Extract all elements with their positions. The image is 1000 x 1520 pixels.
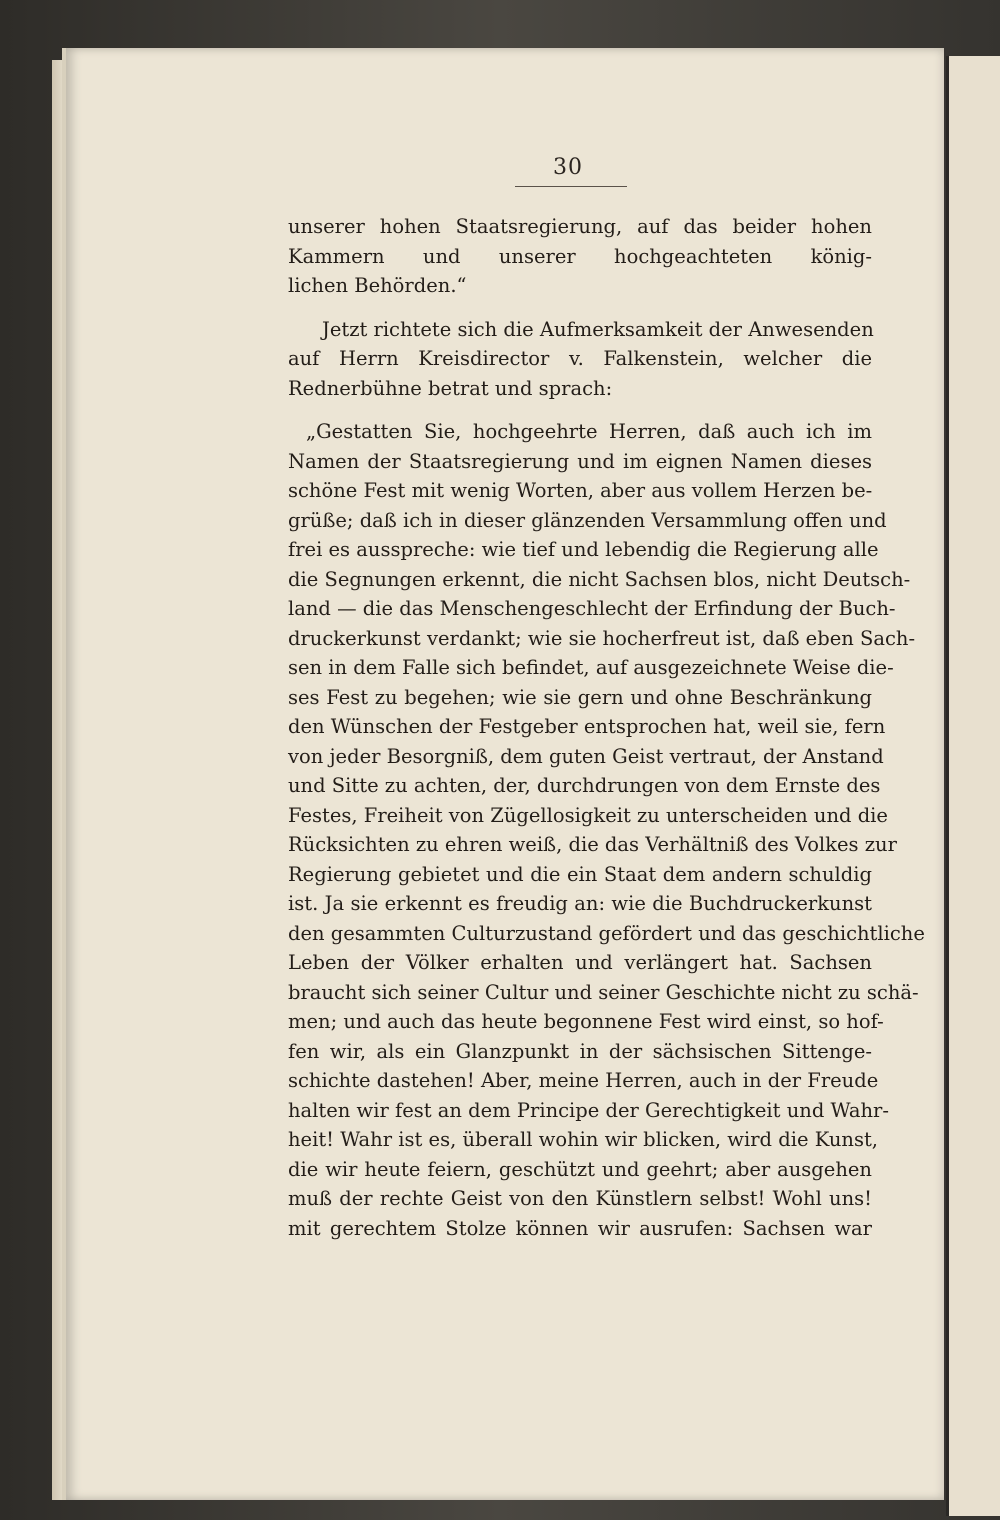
text-line: die wir heute feiern, geschützt und geehrt; aber ausgehen bbox=[288, 1157, 872, 1181]
text-line: braucht sich seiner Cultur und seiner Geschichte nicht zu schä- bbox=[288, 980, 919, 1004]
text-line: ist. Ja sie erkennt es freudig an: wie die Buchdruckerkunst bbox=[288, 892, 872, 915]
text-line: Leben der Völker erhalten und verlängert hat. Sachsen bbox=[288, 951, 872, 974]
text-line: und Sitte zu achten, der, durchdrungen von dem Ernste des bbox=[288, 774, 881, 797]
text-line: Rücksichten zu ehren weiß, die das Verhältniß des Volkes zur bbox=[288, 833, 897, 856]
text-line: den Wünschen der Festgeber entsprochen hat, weil sie, fern bbox=[288, 715, 886, 738]
text-line: den gesammten Culturzustand gefördert und das geschichtliche bbox=[288, 921, 925, 945]
text-line: auf Herrn Kreisdirector v. Falkenstein, welcher die bbox=[288, 347, 872, 370]
text-line: von jeder Besorgniß, dem guten Geist vertraut, der Anstand bbox=[288, 744, 884, 768]
text-line: heit! Wahr ist es, überall wohin wir blicken, wird die Kunst, bbox=[288, 1128, 878, 1151]
text-line: Jetzt richtete sich die Aufmerksamkeit der Anwesenden bbox=[322, 317, 874, 341]
text-line: mit gerechtem Stolze können wir ausrufen: Sachsen war bbox=[288, 1216, 872, 1240]
text-line: muß der rechte Geist von den Künstlern selbst! Wohl uns! bbox=[288, 1187, 872, 1210]
facing-page-edge bbox=[946, 56, 1000, 1516]
text-line: Rednerbühne betrat und sprach: bbox=[288, 376, 613, 400]
text-line: men; und auch das heute begonnene Fest wird einst, so hof- bbox=[288, 1010, 884, 1033]
text-line: grüße; daß ich in dieser glänzenden Versammlung offen und bbox=[288, 508, 887, 532]
text-line: die Segnungen erkennt, die nicht Sachsen blos, nicht Deutsch- bbox=[288, 567, 911, 591]
text-line: Kammern und unserer hochgeachteten könig- bbox=[288, 244, 872, 268]
text-line: lichen Behörden.“ bbox=[288, 274, 467, 297]
text-line: halten wir fest an dem Principe der Gerechtigkeit und Wahr- bbox=[288, 1098, 889, 1122]
header-rule bbox=[515, 186, 627, 187]
text-line: unserer hohen Staatsregierung, auf das beider hohen bbox=[288, 215, 872, 238]
text-line: schöne Fest mit wenig Worten, aber aus vollem Herzen be- bbox=[288, 479, 873, 502]
text-line: druckerkunst verdankt; wie sie hocherfreut ist, daß eben Sach- bbox=[288, 626, 916, 650]
text-line: Festes, Freiheit von Zügellosigkeit zu unterscheiden und die bbox=[288, 803, 888, 827]
text-line: ses Fest zu begehen; wie sie gern und ohne Beschränkung bbox=[288, 685, 872, 709]
text-line: „Gestatten Sie, hochgeehrte Herren, daß auch ich im bbox=[306, 420, 872, 443]
text-line: sen in dem Falle sich befindet, auf ausgezeichnete Weise die- bbox=[288, 656, 894, 679]
text-line: land — die das Menschengeschlecht der Erfindung der Buch- bbox=[288, 597, 896, 620]
text-line: Regierung gebietet und die ein Staat dem andern schuldig bbox=[288, 862, 872, 886]
text-line: schichte dastehen! Aber, meine Herren, auch in der Freude bbox=[288, 1069, 879, 1092]
text-line: Namen der Staatsregierung und im eignen Namen dieses bbox=[288, 449, 872, 473]
page-number: 30 bbox=[553, 155, 583, 180]
text-line: frei es ausspreche: wie tief und lebendig die Regierung alle bbox=[288, 538, 879, 561]
text-line: fen wir, als ein Glanzpunkt in der sächsischen Sittenge- bbox=[288, 1039, 872, 1063]
body-text bbox=[288, 212, 925, 1243]
